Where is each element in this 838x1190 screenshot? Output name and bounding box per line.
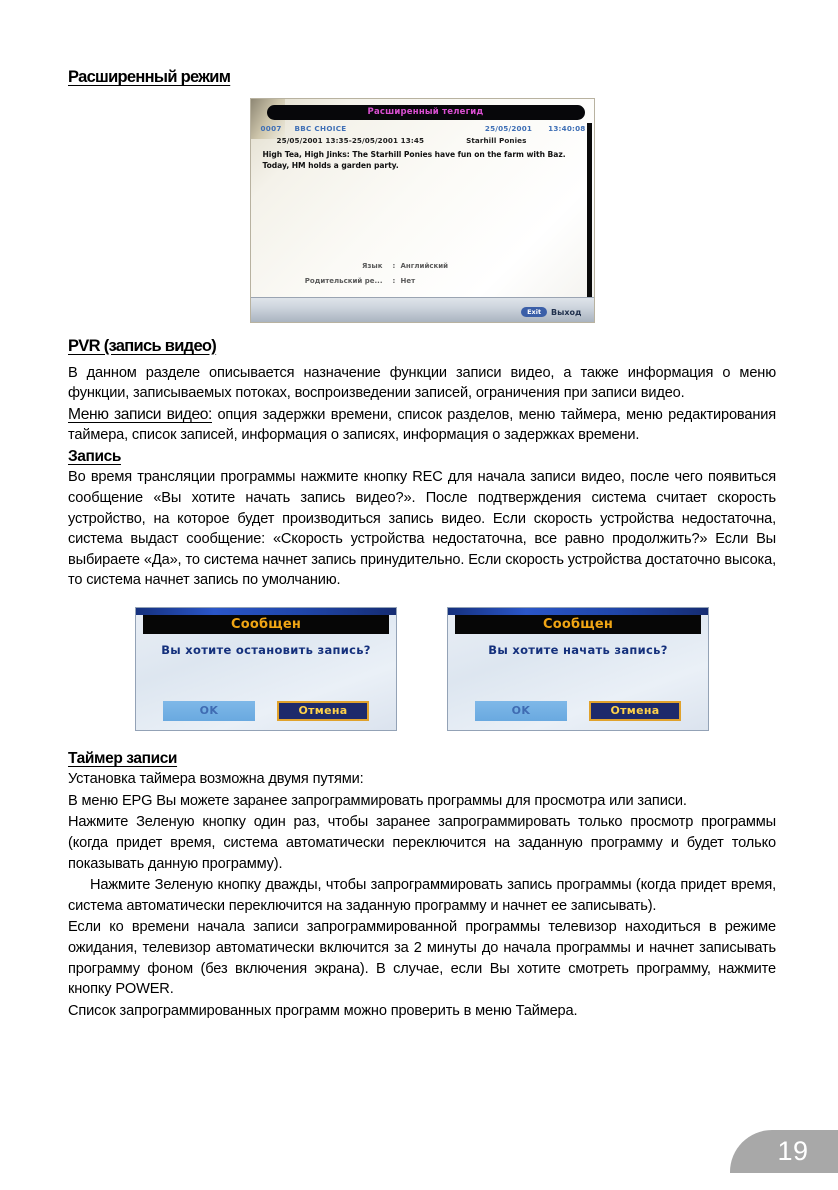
dialog-stop-recording	[135, 607, 397, 731]
epg-program-name: Starhill Ponies	[466, 135, 527, 145]
heading-record: Запись	[68, 447, 121, 465]
dialog-title: Сообщен	[542, 616, 614, 632]
epg-scrollbar	[587, 123, 592, 303]
epg-title: Расширенный телегид	[367, 107, 484, 118]
dialog-message: Вы хотите остановить запись?	[161, 642, 371, 657]
dialog-titlebar	[455, 615, 701, 634]
dialog-button-row	[448, 701, 708, 721]
epg-program-times: 25/05/2001 13:35-25/05/2001 13:45	[276, 135, 425, 145]
dialog-start-recording	[447, 607, 709, 731]
dialog-top-strip	[136, 608, 396, 615]
dialog-button-row	[136, 701, 396, 721]
page-number-badge	[730, 1130, 838, 1173]
epg-field-language-value: Английский	[400, 261, 449, 270]
epg-date: 25/05/2001	[484, 123, 533, 133]
epg-detail-fields	[263, 262, 585, 292]
exit-key-icon: Exit	[521, 307, 547, 317]
paragraph-timer-3: Нажмите Зеленую кнопку один раз, чтобы заранее запрограммировать только просмотр программы (когда придет время, система автоматически переключится на заданную программу и будет только показывать данную программу).	[68, 814, 776, 872]
heading-pvr: PVR (запись видео)	[68, 336, 217, 355]
epg-exit-label: Выход	[551, 307, 582, 317]
label-record-menu: Меню записи видео:	[68, 405, 212, 423]
epg-channel-number: 0007	[260, 123, 282, 133]
paragraph-pvr-intro: В данном разделе описывается назначение функции записи видео, а также информация о меню функции, записываемых потоках, воспроизведении записей, ограничения при записи видео.	[68, 364, 776, 402]
epg-program-row	[277, 136, 587, 145]
epg-field-parental	[263, 277, 585, 285]
paragraph-timer-4: Нажмите Зеленую кнопку дважды, чтобы запрограммировать запись программы (когда придет время, система автоматически переключится на заданную программу и начнет ее записывать).	[68, 877, 776, 914]
paragraph-timer-6: Список запрограммированных программ можно проверить в меню Таймера.	[68, 1002, 578, 1019]
paragraph-timer-1: Установка таймера возможна двумя путями:	[68, 771, 364, 788]
epg-field-language-separator: :	[392, 261, 396, 270]
epg-exit-hint	[521, 307, 581, 317]
paragraph-record-menu	[68, 405, 776, 446]
epg-titlebar	[267, 105, 585, 120]
page-number: 19	[777, 1136, 809, 1166]
epg-clock: 13:40:08	[548, 123, 586, 133]
paragraph-timer-5: Если ко времени начала записи запрограммированной программы телевизор находиться в режиме ожидания, телевизор автоматически включится за 2 минуты до начала программы и начнет записывать программу фоном (без включения экрана). В случае, если Вы хотите смотреть программу, нажмите кнопку POWER.	[68, 919, 776, 998]
epg-channel-name: BBC CHOICE	[294, 123, 347, 133]
dialog-cancel-button[interactable]: Отмена	[277, 701, 369, 721]
epg-field-language	[263, 262, 585, 270]
epg-field-parental-separator: :	[392, 276, 396, 285]
figure-epg-screenshot	[68, 98, 776, 323]
dialog-title: Сообщен	[230, 616, 302, 632]
dialog-titlebar	[143, 615, 389, 634]
dialog-cancel-button[interactable]: Отмена	[589, 701, 681, 721]
dialog-top-strip	[448, 608, 708, 615]
epg-field-parental-value: Нет	[400, 276, 416, 285]
epg-screen	[250, 98, 595, 323]
epg-field-language-label: Язык	[361, 261, 383, 270]
text-record-menu: опция задержки времени, список разделов, меню таймера, меню редактирования таймера, список записей, информация о записях, информация о задержках времени.	[68, 406, 776, 444]
paragraph-record: Во время трансляции программы нажмите кнопку REC для начала записи видео, после чего появиться сообщение «Вы хотите начать запись видео?». После подтверждения система считает скорость устройство, на которое будет производиться запись видео. Если скорость устройства недостаточна, система выдаст сообщение: «Скорость устройства недостаточна, все равно продолжить?» Если Вы выбираете «Да», то система начнет запись принудительно. Если скорость устройства достаточно высока, то система начнет запись по умолчанию.	[68, 469, 776, 589]
epg-field-parental-label: Родительский ре...	[304, 276, 383, 285]
heading-record-timer: Таймер записи	[68, 749, 178, 767]
epg-bottom-bar	[251, 297, 594, 322]
heading-advanced-mode: Расширенный режим	[68, 68, 231, 86]
figure-dialog-screenshots	[68, 607, 776, 731]
dialog-ok-button[interactable]: OK	[475, 701, 567, 721]
page-content	[68, 68, 776, 1022]
paragraph-timer-2: В меню EPG Вы можете заранее запрограммировать программы для просмотра или записи.	[68, 792, 687, 809]
dialog-ok-button[interactable]: OK	[163, 701, 255, 721]
epg-channel-row	[261, 124, 586, 133]
epg-program-description: High Tea, High Jinks: The Starhill Ponies have fun on the farm with Baz. Today, HM holds a garden party.	[262, 149, 566, 170]
dialog-message: Вы хотите начать запись?	[488, 642, 668, 657]
